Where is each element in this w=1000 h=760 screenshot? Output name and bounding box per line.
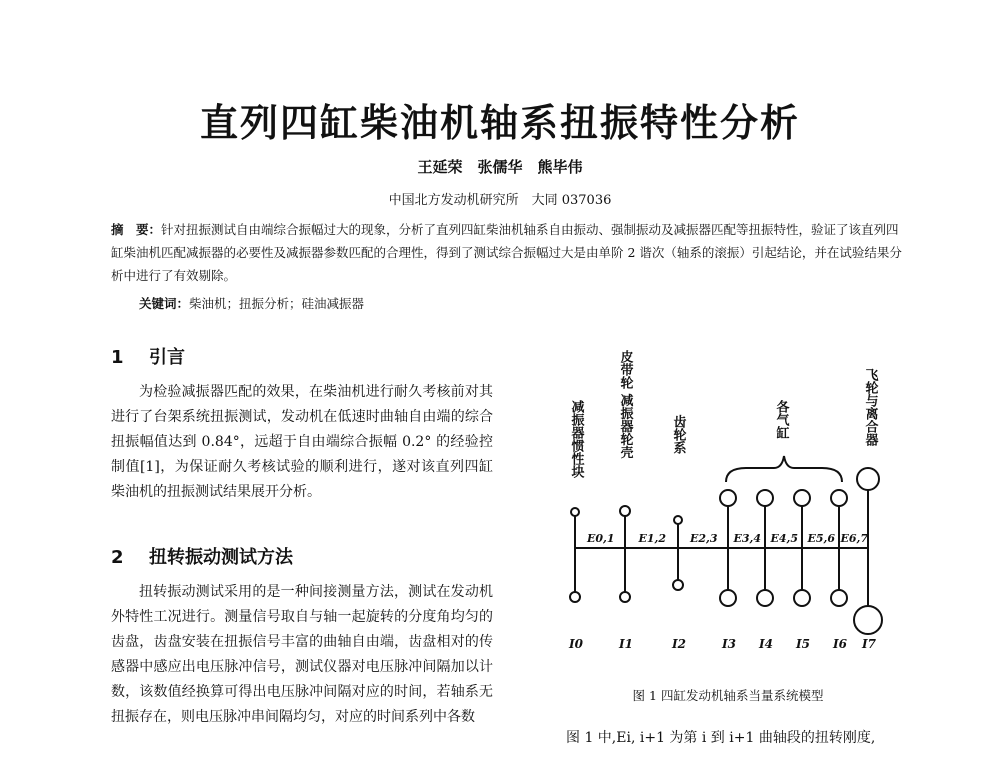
paragraph: 图 1 中,Ei, i+1 为第 i 到 i+1 曲轴段的扭转刚度,	[566, 730, 876, 746]
mass-top-circle	[857, 468, 879, 490]
mass-top-circle	[757, 490, 773, 506]
inertia-label: I7	[862, 637, 876, 651]
section-number: 2	[111, 547, 124, 568]
inertia-label: I6	[833, 637, 847, 651]
section-title: 扭转振动测试方法	[149, 547, 293, 568]
stiffness-label: E6,7	[840, 532, 869, 545]
mass-bottom-circle	[757, 590, 773, 606]
section-heading-2	[111, 543, 293, 569]
mass-bottom-circle	[831, 590, 847, 606]
cylinder-brace	[726, 456, 842, 482]
section-title: 引言	[149, 347, 185, 368]
authors: 王延荣 张儒华 熊毕伟	[417, 158, 583, 176]
shaft-model-figure	[538, 330, 918, 660]
affiliation: 中国北方发动机研究所 大同 037036	[388, 193, 612, 208]
stiffness-label: E2,3	[690, 532, 718, 545]
section-heading-1	[111, 343, 185, 369]
paper-title: 直列四缸柴油机轴系扭振特性分析	[199, 101, 800, 145]
paragraph: 为检验减振器匹配的效果，在柴油机进行耐久考核前对其进行了台架系统扭振测试，发动机在低速时曲轴自由端的综合扭振幅值达到 0.84°，远超于自由端综合振幅 0.2° 的经验控制值[1]，为保证耐久考核试验的顺利进行，遂对该直列四缸柴油机的扭振测试结果展开分析。	[111, 384, 493, 500]
mass-bottom-circle	[620, 592, 630, 602]
stiffness-label: E3,4	[733, 532, 762, 545]
keywords	[139, 294, 364, 312]
section-body-1	[111, 380, 493, 505]
inertia-label: I0	[569, 637, 583, 651]
abstract-text: 针对扭振测试自由端综合振幅过大的现象，分析了直列四缸柴油机轴系自由振动、强制振动及减振器匹配等扭振特性，验证了该直列四缸柴油机匹配减振器的必要性及减振器参数匹配的合理性，得到了测试综合振幅过大是由单阶 2 谐次（轴系的滚振）引起结论，并在试验结果分析中进行了有效剔除。	[111, 222, 902, 283]
figure-caption: 图 1 四缸发动机轴系当量系统模型	[632, 688, 824, 703]
mass-top-circle	[674, 516, 682, 524]
label-cylinders: 各气缸	[773, 400, 789, 439]
mass-bottom-circle	[794, 590, 810, 606]
abstract-label: 摘 要：	[111, 222, 162, 237]
stiffness-label: E5,6	[807, 532, 836, 545]
inertia-label: I1	[619, 637, 633, 651]
mass-top-circle	[620, 506, 630, 516]
inertia-label: I4	[759, 637, 773, 651]
mass-bottom-circle	[673, 580, 683, 590]
inertia-labels	[568, 637, 877, 651]
keywords-text: 柴油机；扭振分析；硅油减振器	[189, 296, 365, 311]
abstract	[111, 218, 909, 287]
label-pulley-hub: 皮带轮 减振器轮壳	[617, 350, 633, 459]
label-flywheel: 飞轮与离合器	[862, 368, 878, 446]
right-column-text	[538, 726, 938, 751]
stiffness-label: E1,2	[638, 532, 667, 545]
mass-top-circle	[571, 508, 579, 516]
mass-top-circle	[720, 490, 736, 506]
mass-bottom-circle	[720, 590, 736, 606]
inertia-label: I5	[796, 637, 810, 651]
paragraph: 扭转振动测试采用的是一种间接测量方法，测试在发动机外特性工况进行。测量信号取自与轴一起旋转的分度角均匀的齿盘，齿盘安装在扭振信号丰富的曲轴自由端，齿盘相对的传感器中感应出电压脉冲信号，测试仪器对电压脉冲间隔加以计数，该数值经换算可得出电压脉冲间隔对应的时间，若轴系无扭振存在，则电压脉冲串间隔均匀，对应的时间系列中各数	[111, 584, 493, 725]
section-body-2	[111, 580, 493, 730]
inertia-label: I2	[672, 637, 686, 651]
stiffness-label: E0,1	[587, 532, 615, 545]
label-gear-train: 齿轮系	[670, 415, 686, 454]
mass-bottom-circle	[570, 592, 580, 602]
mass-bottom-circle	[854, 606, 882, 634]
mass-top-circle	[794, 490, 810, 506]
inertia-label: I3	[722, 637, 736, 651]
keywords-label: 关键词：	[139, 296, 190, 311]
mass-top-circle	[831, 490, 847, 506]
label-damper-inertia: 减振器惯性块	[568, 400, 584, 478]
section-number: 1	[111, 347, 124, 368]
stiffness-label: E4,5	[770, 532, 799, 545]
inertia-masses	[570, 468, 882, 634]
